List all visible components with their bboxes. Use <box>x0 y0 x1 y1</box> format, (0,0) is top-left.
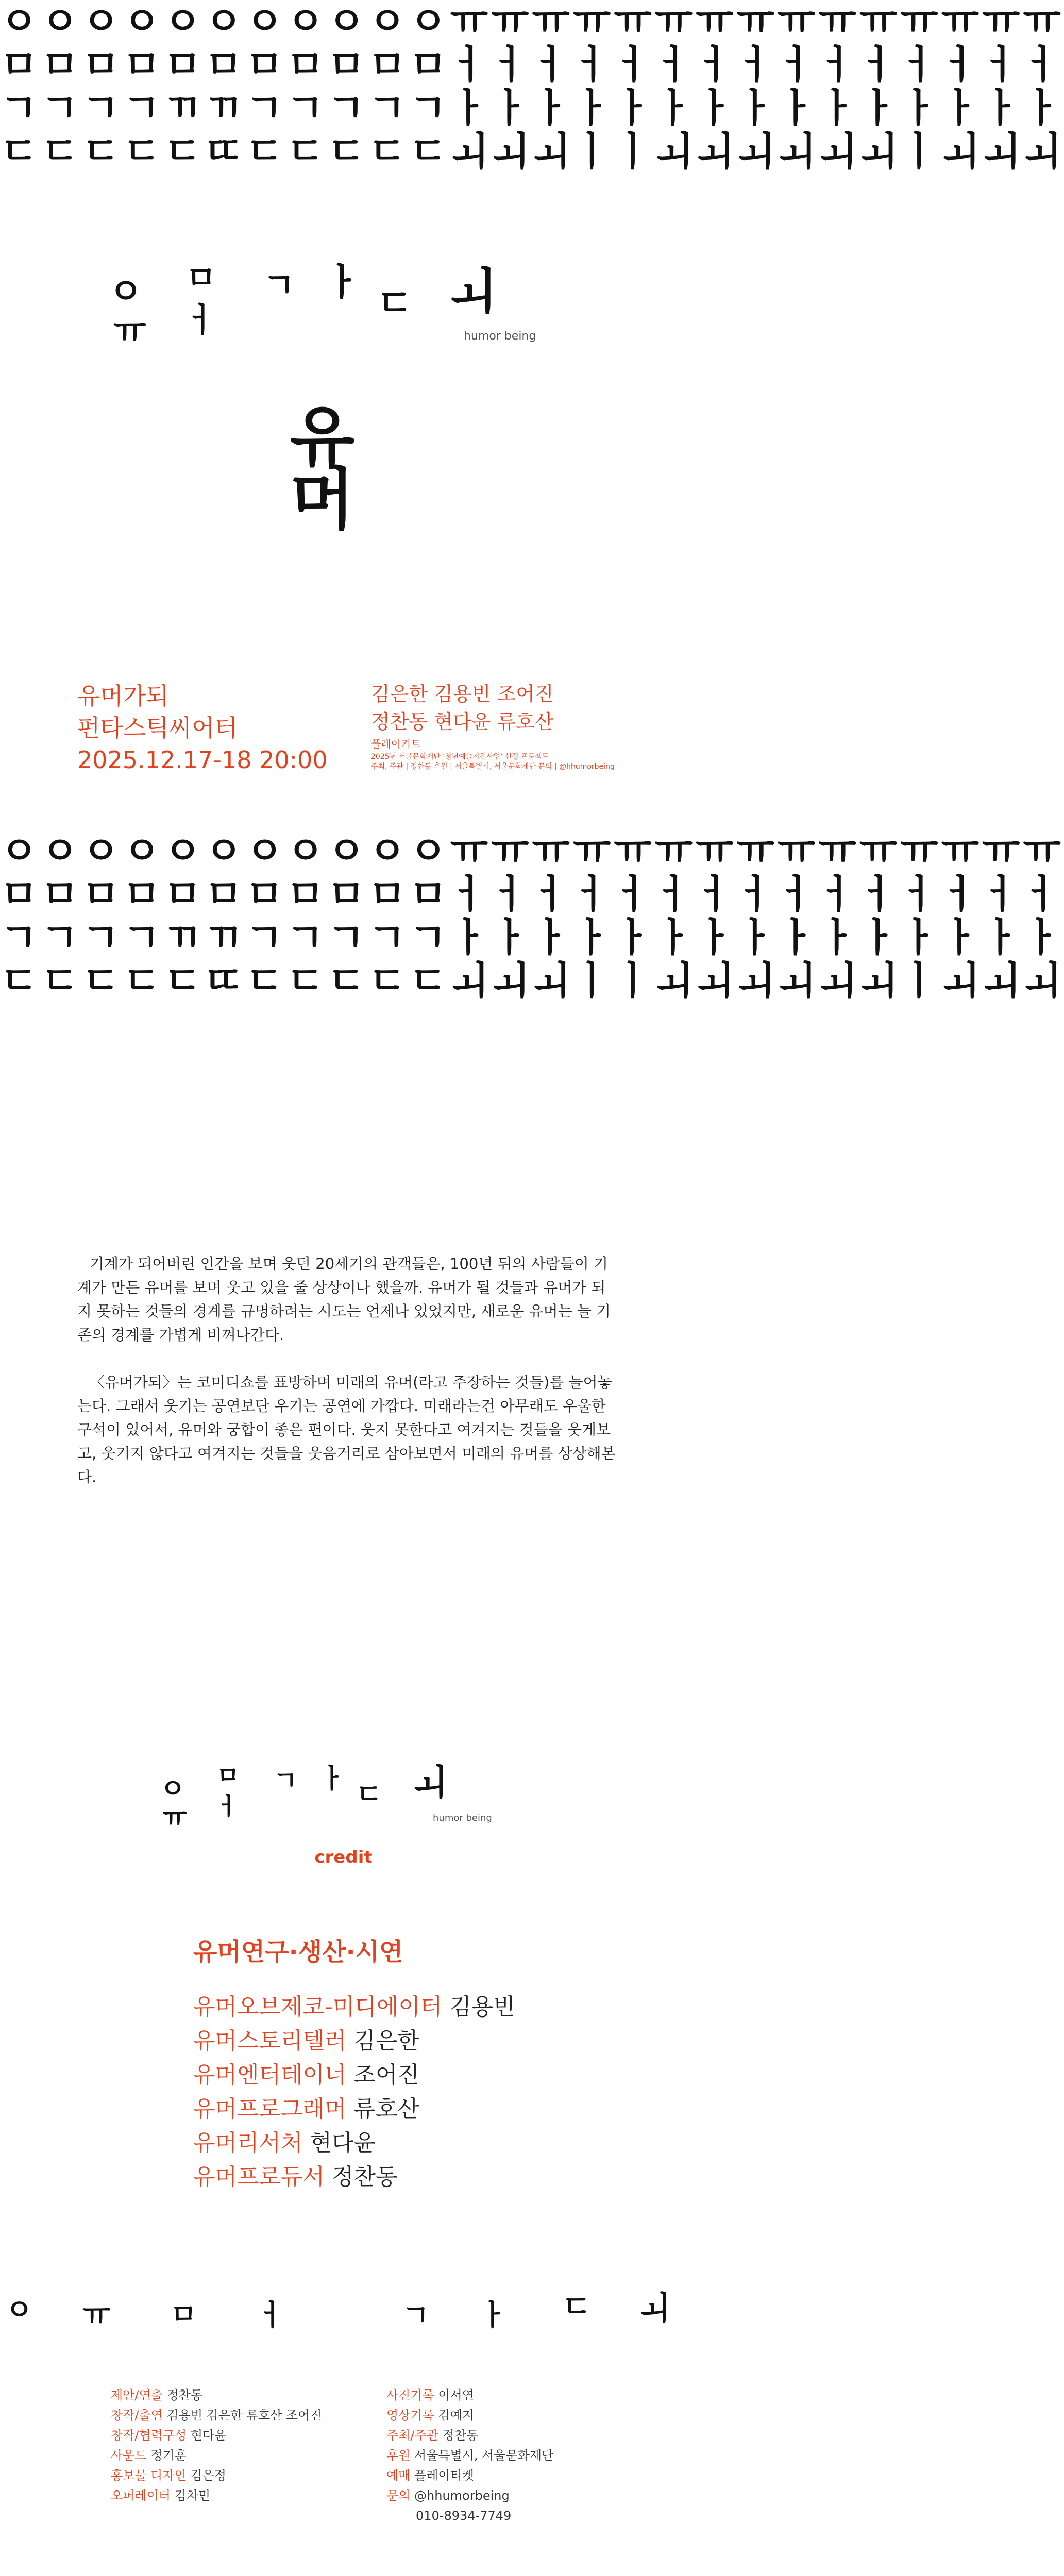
credit-row <box>193 2126 554 2160</box>
staff-row <box>386 2506 644 2526</box>
logo-jamo: ㅏ <box>319 1764 346 1794</box>
logo-big-syllable: 유머 <box>278 402 356 526</box>
staff-row <box>386 2405 644 2426</box>
pattern-row: ㄷㄷㄷㄷㄷㄸㄷㄷㄷㄷㄷㅚㅚㅚㅣㅣㅚㅚㅚㅚㅚㅚㅣㅚㅚㅚ <box>0 958 1064 1004</box>
credit-row <box>193 2160 554 2194</box>
org-name: 플레이키트 <box>371 738 421 750</box>
pattern-row: ㅁㅁㅁㅁㅁㅁㅁㅁㅁㅁㅁㅓㅓㅓㅓㅓㅓㅓㅓㅓㅓㅓㅓㅓㅓㅓ <box>0 42 1064 88</box>
pattern-row: ㄱㄱㄱㄱㄲㄲㄱㄱㄱㄱㄱㅏㅏㅏㅏㅏㅏㅏㅏㅏㅏㅏㅏㅏㅏㅏ <box>0 914 1064 960</box>
cast-line: 김은한 김용빈 조어진 <box>371 683 554 705</box>
staff-row <box>111 2426 399 2446</box>
staff-role: 예매 <box>386 2468 411 2483</box>
staff-row <box>386 2446 644 2466</box>
credit-name: 김용빈 <box>449 1994 515 2020</box>
credit-label: credit <box>314 1847 373 1868</box>
venue-name: 펀타스틱씨어터 <box>77 714 238 742</box>
staff-name: 정찬동 <box>166 2388 203 2402</box>
logo-jamo: ㅓ <box>258 2299 286 2332</box>
staff-left <box>111 2385 399 2506</box>
credits-note: 주최, 주관 | 정찬동 후원 | 서울특별시, 서울문화재단 문의 | @hhumorbeing <box>371 762 615 771</box>
pattern-row: ㅇㅇㅇㅇㅇㅇㅇㅇㅇㅇㅇㅠㅠㅠㅠㅠㅠㅠㅠㅠㅠㅠㅠㅠㅠㅠ <box>0 0 1064 44</box>
staff-row <box>111 2446 399 2466</box>
credit-role: 유머오브제코-미디에이터 <box>193 1994 443 2020</box>
credit-row <box>193 2058 554 2092</box>
staff-role: 창작/출연 <box>111 2408 163 2422</box>
logo-jamo: ㅏ <box>479 2299 508 2332</box>
credit-row <box>193 2024 554 2058</box>
credit-name: 류호산 <box>353 2096 420 2122</box>
logo-jamo: ㅇ <box>108 270 143 313</box>
credit-name: 김은한 <box>353 2028 420 2054</box>
logo-jamo: ㅚ <box>412 1761 447 1804</box>
credit-role: 유머리서처 <box>193 2130 303 2156</box>
credit-role: 유머스토리텔러 <box>193 2028 347 2054</box>
logo-jamo: ㅓ <box>216 1792 240 1820</box>
staff-row <box>111 2385 399 2405</box>
staff-row <box>111 2486 399 2506</box>
staff-row <box>386 2466 644 2486</box>
logo-jamo: ㄱ <box>402 2299 430 2332</box>
logo-subtitle: humor being <box>433 1812 492 1823</box>
credit-name: 현다윤 <box>310 2130 376 2156</box>
staff-role: 오퍼레이터 <box>111 2488 171 2503</box>
staff-role: 주최/주관 <box>386 2428 438 2443</box>
spread-logo-row <box>0 2282 687 2344</box>
staff-role: 후원 <box>386 2448 411 2463</box>
staff-role: 창작/협력구성 <box>111 2428 187 2443</box>
credit-role: 유머프로듀서 <box>193 2164 325 2190</box>
staff-name: 현다윤 <box>190 2428 227 2443</box>
logo-jamo: ㅠ <box>82 2299 111 2332</box>
pattern-row: ㅇㅇㅇㅇㅇㅇㅇㅇㅇㅇㅇㅠㅠㅠㅠㅠㅠㅠㅠㅠㅠㅠㅠㅠㅠㅠ <box>0 828 1064 874</box>
credit-row <box>193 1990 554 2024</box>
hero-left <box>77 680 345 776</box>
logo-jamo: ㄱ <box>273 1766 298 1795</box>
credit-role: 유머프로그래머 <box>193 2096 347 2122</box>
credit-heading: 유머연구·생산·시연 <box>193 1938 403 1967</box>
staff-role: 홍보물 디자인 <box>111 2468 187 2483</box>
credit-name: 조어진 <box>353 2062 420 2088</box>
cast-line: 정찬동 현다윤 류호산 <box>371 710 554 733</box>
logo-jamo: ㄷ <box>562 2289 592 2325</box>
staff-name: 김용빈 김은한 류호산 조어진 <box>166 2408 322 2422</box>
show-date: 2025.12.17-18 20:00 <box>77 746 328 774</box>
show-title: 유머가되 <box>77 682 169 710</box>
staff-row <box>386 2385 644 2405</box>
staff-right <box>386 2385 644 2526</box>
intro-paragraph: 기계가 되어버린 인간을 보며 웃던 20세기의 관객들은, 100년 뒤의 사람들이 기계가 만든 유머를 보며 웃고 있을 줄 상상이나 했을까. 유머가 될 것들과 유머가 되지 못하는 것들의 경계를 규명하려는 시도는 언제나 있었지만, 새로운 유머는 늘 기존의 경계를 가볍게 비껴나간다. <box>77 1255 611 1344</box>
staff-name: 정찬동 <box>442 2428 479 2443</box>
logo-jamo: ㅓ <box>185 301 217 340</box>
staff-phone: 010-8934-7749 <box>416 2509 512 2523</box>
credit-logo <box>160 1747 531 1844</box>
pattern-band-top <box>0 0 1064 185</box>
logo-jamo: ㅠ <box>163 1804 187 1833</box>
credit-role: 유머엔터테이너 <box>193 2062 347 2088</box>
staff-name: 김은정 <box>190 2468 226 2483</box>
staff-role: 제안/연출 <box>111 2388 163 2402</box>
pattern-row: ㄱㄱㄱㄱㄲㄲㄱㄱㄱㄱㄱㅏㅏㅏㅏㅏㅏㅏㅏㅏㅏㅏㅏㅏㅏㅏ <box>0 85 1064 131</box>
logo-jamo: ㄱ <box>263 265 296 305</box>
staff-name: 김차민 <box>174 2488 211 2503</box>
staff-row <box>386 2426 644 2446</box>
logo-title <box>108 242 572 376</box>
logo-jamo: ㅇ <box>160 1774 186 1805</box>
staff-row <box>386 2486 644 2506</box>
staff-role: 문의 <box>386 2488 411 2503</box>
logo-jamo: ㅁ <box>185 259 216 297</box>
staff-role: 사운드 <box>111 2448 147 2463</box>
staff-role: 영상기록 <box>386 2408 434 2422</box>
credit-name: 정찬동 <box>332 2164 398 2190</box>
staff-row <box>111 2466 399 2486</box>
staff-name: 이서연 <box>438 2388 474 2402</box>
staff-name: 플레이티켓 <box>414 2468 474 2483</box>
logo-jamo: ㅚ <box>448 263 496 320</box>
staff-name: 정기훈 <box>150 2448 187 2463</box>
hero-right <box>371 680 629 772</box>
pattern-band-middle <box>0 828 1064 1020</box>
credit-section <box>193 1932 554 2194</box>
intro-paragraph: 〈유머가되〉는 코미디쇼를 표방하며 미래의 유머(라고 주장하는 것들)를 늘어놓는다. 그래서 웃기는 공연보단 우기는 공연에 가깝다. 미래라는건 아무래도 우울한 구석이 있어서, 유머와 궁합이 좋은 편이다. 웃지 못한다고 여겨지는 것들을 웃게보고, 웃기지 않다고 여겨지는 것들을 웃음거리로 삼아보면서 미래의 유머를 상상해본다. <box>77 1374 616 1486</box>
staff-name: 김예지 <box>438 2408 474 2422</box>
staff-name: @hhumorbeing <box>414 2488 510 2503</box>
logo-jamo: ㅁ <box>216 1761 240 1789</box>
staff-role: 사진기록 <box>386 2388 434 2402</box>
pattern-row: ㅁㅁㅁㅁㅁㅁㅁㅁㅁㅁㅁㅓㅓㅓㅓㅓㅓㅓㅓㅓㅓㅓㅓㅓㅓㅓ <box>0 871 1064 917</box>
credit-row <box>193 2092 554 2126</box>
logo-jamo: ㅇ <box>5 2294 33 2327</box>
logo-jamo: ㅁ <box>170 2298 197 2331</box>
staff-row <box>111 2405 399 2426</box>
logo-jamo: ㅚ <box>639 2289 670 2327</box>
logo-jamo: ㄷ <box>356 1778 383 1810</box>
logo-jamo: ㄷ <box>376 281 413 326</box>
pattern-row: ㄷㄷㄷㄷㄷㄸㄷㄷㄷㄷㄷㅚㅚㅚㅣㅣㅚㅚㅚㅚㅚㅚㅣㅚㅚㅚ <box>0 128 1064 174</box>
intro-text <box>77 1252 618 1513</box>
logo-subtitle: humor being <box>464 330 536 343</box>
staff-name: 서울특별시, 서울문화재단 <box>414 2448 554 2463</box>
sponsor-note: 2025년 서울문화재단 '청년예술지원사업' 선정 프로젝트 <box>371 753 549 761</box>
logo-jamo: ㅠ <box>113 312 146 351</box>
logo-jamo: ㅏ <box>325 261 361 304</box>
